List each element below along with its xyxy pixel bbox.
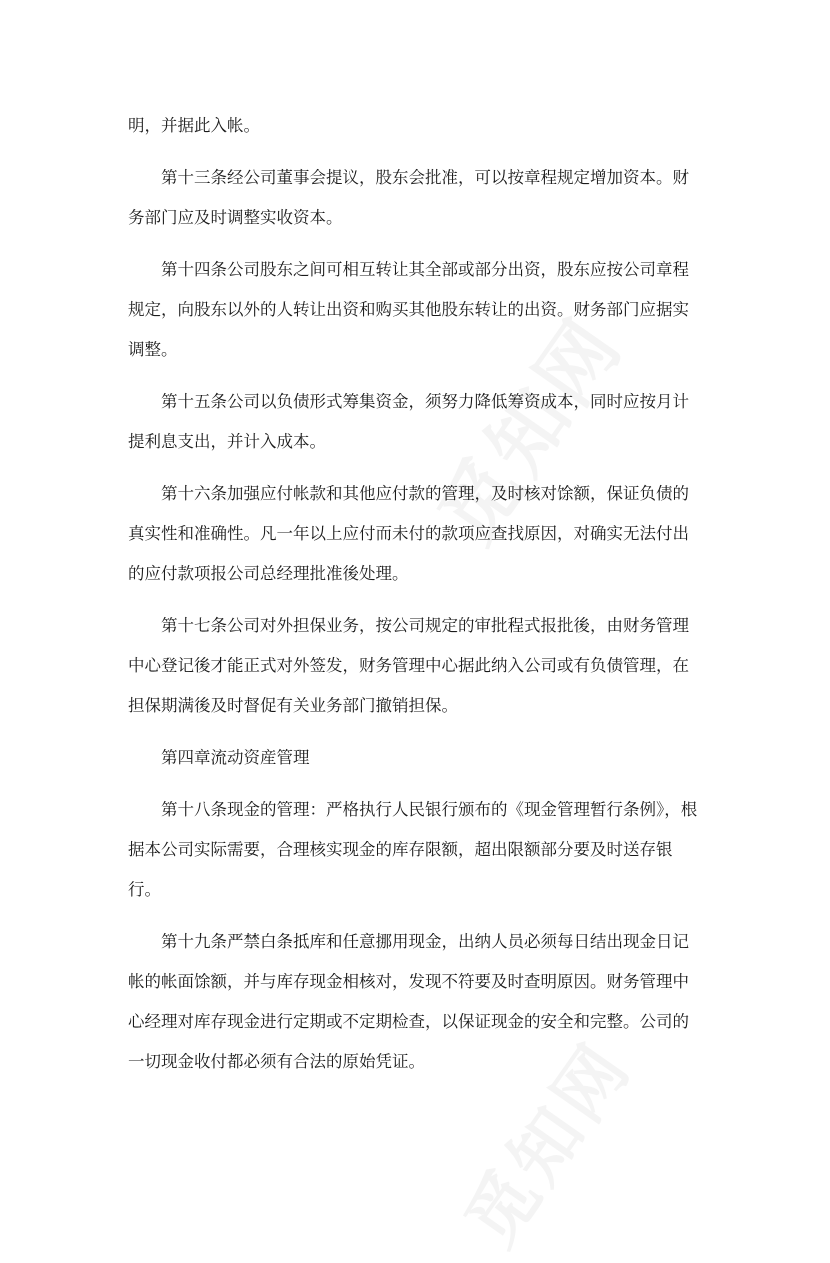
text-line: 中心登记後才能正式对外签发，财务管理中心据此纳入公司或有负债管理，在 [128,656,689,675]
text-line: 第十六条加强应付帐款和其他应付款的管理，及时核对馀额，保证负债的 [161,484,689,503]
text-line: 一切现金收付都必须有合法的原始凭证。 [128,1052,425,1071]
text-line: 提利息支出，并计入成本。 [128,432,326,451]
paragraph-article-18 [128,790,708,910]
text-line: 明，并据此入帐。 [128,116,260,135]
chapter-heading [128,738,708,778]
paragraph-article-17 [128,606,708,726]
text-line: 第十四条公司股东之间可相互转让其全部或部分出资，股东应按公司章程 [161,260,689,279]
paragraph-article-13 [128,158,708,238]
paragraph [128,106,708,146]
text-line: 心经理对库存现金进行定期或不定期检查，以保证现金的安全和完整。公司的 [128,1012,689,1031]
text-line: 第十三条经公司董事会提议，股东会批准，可以按章程规定增加资本。财 [161,168,689,187]
text-line: 第十五条公司以负债形式筹集资金，须努力降低筹资成本，同时应按月计 [161,392,689,411]
paragraph-article-14 [128,250,708,370]
text-line: 第十八条现金的管理：严格执行人民银行颁布的《现金管理暂行条例》，根 [161,800,698,819]
text-line: 行。 [128,880,161,899]
text-line: 担保期满後及时督促有关业务部门撤销担保。 [128,696,458,715]
text-line: 的应付款项报公司总经理批准後处理。 [128,564,409,583]
text-line: 调整。 [128,340,178,359]
text-line: 据本公司实际需要，合理核实现金的库存限额，超出限额部分要及时送存银 [128,840,673,859]
text-line: 规定，向股东以外的人转让出资和购买其他股东转让的出资。财务部门应据实 [128,300,689,319]
paragraph-article-16 [128,474,708,594]
paragraph-article-15 [128,382,708,462]
text-line: 务部门应及时调整实收资本。 [128,208,343,227]
document-body [128,106,708,1094]
paragraph-article-19 [128,922,708,1082]
text-line: 第十七条公司对外担保业务，按公司规定的审批程式报批後，由财务管理 [161,616,689,635]
heading-text: 第四章流动资産管理 [161,748,310,767]
text-line: 第十九条严禁白条抵库和任意挪用现金，出纳人员必须每日结出现金日记 [161,932,689,951]
text-line: 真实性和准确性。凡一年以上应付而未付的款项应查找原因，对确实无法付出 [128,524,689,543]
text-line: 帐的帐面馀额，并与库存现金相核对，发现不符要及时查明原因。财务管理中 [128,972,689,991]
